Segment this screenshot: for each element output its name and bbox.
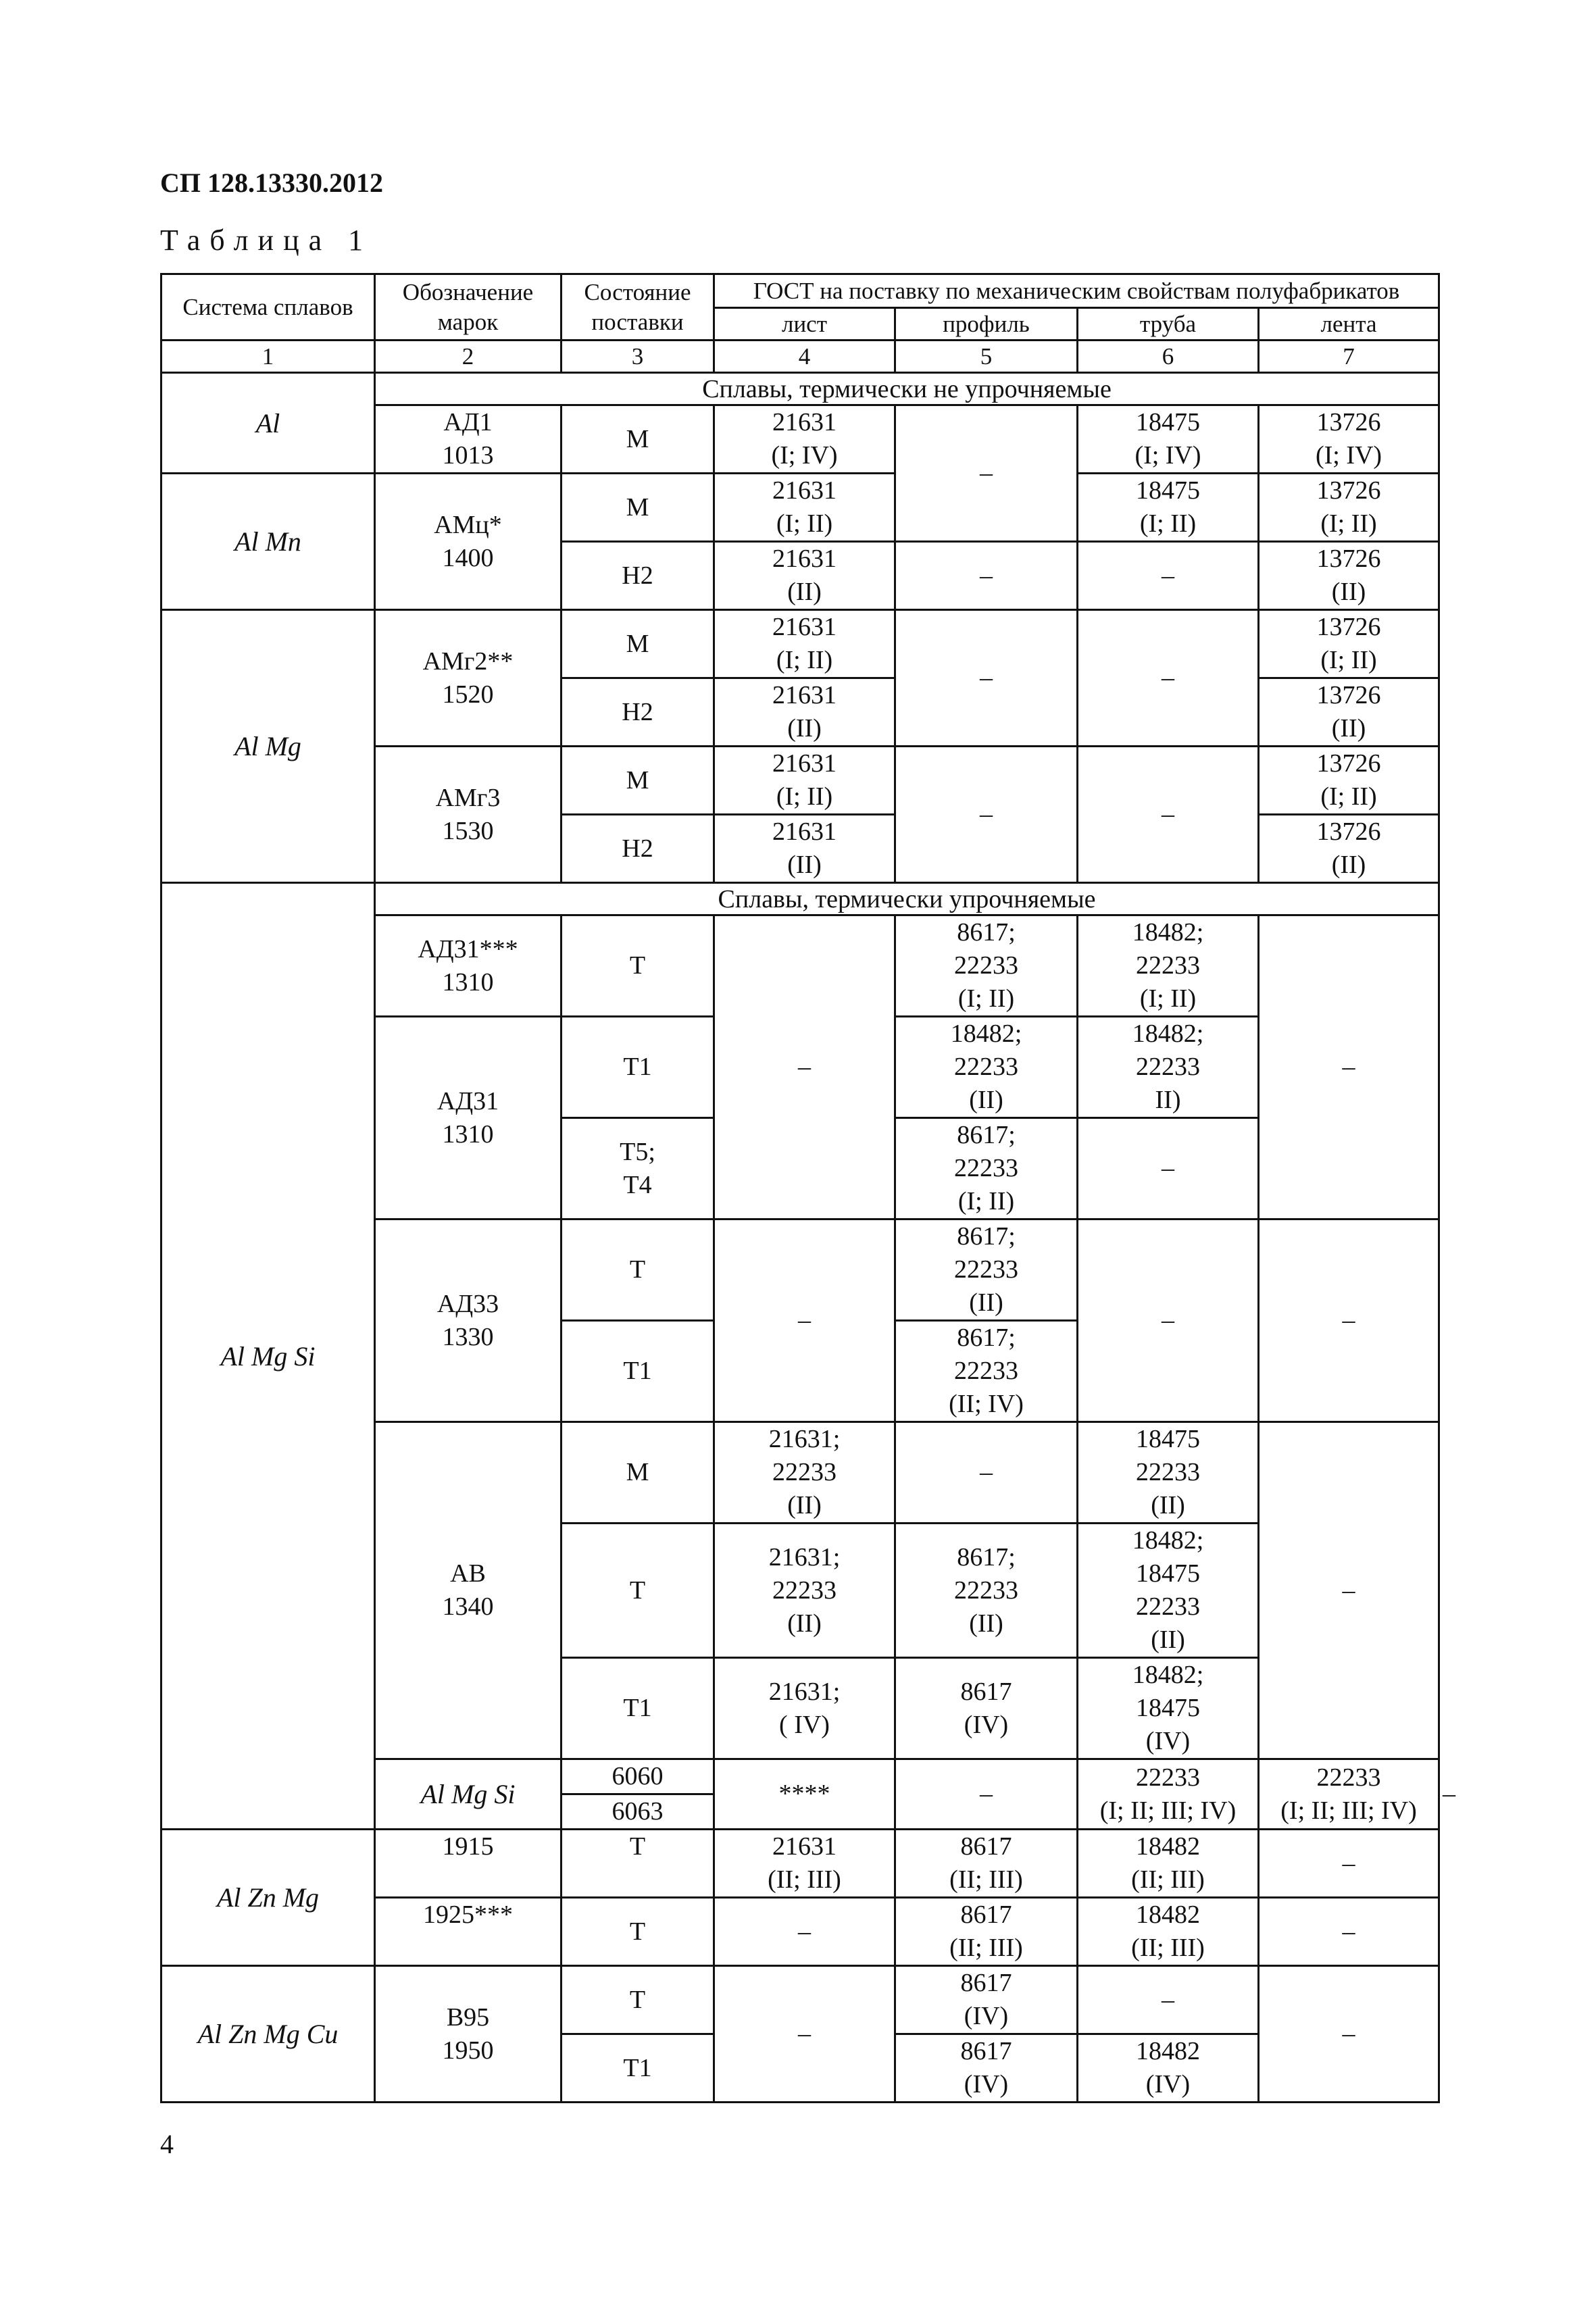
system-cell: Al Zn Mg xyxy=(161,1830,375,1966)
sheet-cell: 21631 (II) xyxy=(714,815,895,883)
grade-cell: АД33 1330 xyxy=(375,1219,562,1422)
header-system: Система сплавов xyxy=(161,274,375,341)
profile-cell: – xyxy=(895,542,1078,610)
tube-cell: – xyxy=(1078,1219,1259,1422)
column-number: 4 xyxy=(714,341,895,373)
state-cell: Т xyxy=(562,1830,714,1898)
state-cell: М xyxy=(562,747,714,815)
sheet-cell: 21631 (I; IV) xyxy=(714,405,895,474)
state-cell: М xyxy=(562,474,714,542)
grade-cell: В95 1950 xyxy=(375,1966,562,2103)
column-number: 2 xyxy=(375,341,562,373)
state-cell: Т xyxy=(562,915,714,1017)
tube-cell: – xyxy=(1078,542,1259,610)
column-number: 3 xyxy=(562,341,714,373)
sheet-cell: 21631; 22233 (II) xyxy=(714,1422,895,1524)
page-number: 4 xyxy=(160,2129,174,2159)
system-cell: Al Mg xyxy=(161,610,375,883)
group-heading: Сплавы, термически не упрочняемые xyxy=(375,373,1439,405)
state-cell: Т xyxy=(562,1898,714,1966)
tube-cell: 18482 (II; III) xyxy=(1078,1830,1259,1898)
grade-cell: 1915 xyxy=(375,1830,562,1898)
sheet-cell: – xyxy=(714,1898,895,1966)
profile-cell: 8617 (IV) xyxy=(895,2034,1078,2103)
profile-cell: – xyxy=(895,1422,1078,1524)
sheet-cell: – xyxy=(714,1966,895,2103)
doc-code: СП 128.13330.2012 xyxy=(160,168,383,198)
tube-cell: 18482; 18475 (IV) xyxy=(1078,1658,1259,1759)
grade-cell: 1925*** xyxy=(375,1898,562,1966)
header-tube: труба xyxy=(1078,308,1259,341)
tube-cell: – xyxy=(1078,1118,1259,1219)
system-cell: Al Mg Si xyxy=(161,883,375,1830)
tube-cell: – xyxy=(1078,610,1259,747)
group-heading: Сплавы, термически упрочняемые xyxy=(375,883,1439,915)
profile-cell: – xyxy=(895,610,1078,747)
tape-cell: 13726 (I; II) xyxy=(1259,747,1439,815)
state-cell: М xyxy=(562,1422,714,1524)
tape-cell: 13726 (I; IV) xyxy=(1259,405,1439,474)
sheet-cell: 21631 (I; II) xyxy=(714,474,895,542)
column-number: 6 xyxy=(1078,341,1259,373)
tube-cell: – xyxy=(1078,747,1259,883)
header-state: Состояние поставки xyxy=(562,274,714,341)
state-cell: Т xyxy=(562,1219,714,1321)
sheet-cell: 21631 (II; III) xyxy=(714,1830,895,1898)
profile-cell: 22233 (I; II; III; IV) xyxy=(1078,1759,1259,1830)
tape-cell: – xyxy=(1259,1966,1439,2103)
profile-cell: 8617 (IV) xyxy=(895,1966,1078,2034)
column-number: 5 xyxy=(895,341,1078,373)
sheet-cell: 21631 (II) xyxy=(714,678,895,747)
state-cell: Т1 xyxy=(562,2034,714,2103)
tube-cell: 22233 (I; II; III; IV) xyxy=(1259,1759,1439,1830)
tube-cell: 18482; 22233 (I; II) xyxy=(1078,915,1259,1017)
grade-cell: 6060 xyxy=(562,1759,714,1794)
profile-cell: 8617; 22233 (I; II) xyxy=(895,1118,1078,1219)
tube-cell: – xyxy=(1078,1966,1259,2034)
state-cell: Т xyxy=(562,1966,714,2034)
sheet-cell: 21631 (II) xyxy=(714,542,895,610)
system-cell: Al Mn xyxy=(161,474,375,610)
sheet-cell: – xyxy=(895,1759,1078,1830)
tape-cell: 13726 (II) xyxy=(1259,815,1439,883)
state-cell: Т xyxy=(562,1524,714,1658)
profile-cell: 18482; 22233 (II) xyxy=(895,1017,1078,1118)
grade-cell: АВ 1340 xyxy=(375,1422,562,1759)
sheet-cell: 21631 (I; II) xyxy=(714,610,895,678)
sheet-cell: 21631; ( IV) xyxy=(714,1658,895,1759)
system-cell: Al Zn Mg Cu xyxy=(161,1966,375,2103)
system-cell: Al Mg Si xyxy=(375,1759,562,1830)
tube-cell: 18475 (I; IV) xyxy=(1078,405,1259,474)
state-cell: Т1 xyxy=(562,1658,714,1759)
tape-cell: 13726 (I; II) xyxy=(1259,610,1439,678)
header-sheet: лист xyxy=(714,308,895,341)
state-cell: М xyxy=(562,610,714,678)
tube-cell: 18482; 22233 II) xyxy=(1078,1017,1259,1118)
state-cell: Т1 xyxy=(562,1017,714,1118)
grade-cell: АД1 1013 xyxy=(375,405,562,474)
header-tape: лента xyxy=(1259,308,1439,341)
tape-cell: – xyxy=(1259,915,1439,1219)
state-cell: Н2 xyxy=(562,542,714,610)
grade-cell: АМц* 1400 xyxy=(375,474,562,610)
tube-cell: 18475 22233 (II) xyxy=(1078,1422,1259,1524)
tape-cell: – xyxy=(1259,1830,1439,1898)
column-number: 1 xyxy=(161,341,375,373)
header-profile: профиль xyxy=(895,308,1078,341)
grade-cell: 6063 xyxy=(562,1794,714,1830)
tape-cell: – xyxy=(1259,1898,1439,1966)
sheet-cell: – xyxy=(714,915,895,1219)
tape-cell: 13726 (I; II) xyxy=(1259,474,1439,542)
state-cell: Н2 xyxy=(562,815,714,883)
grade-cell: АД31 1310 xyxy=(375,1017,562,1219)
tube-cell: 18475 (I; II) xyxy=(1078,474,1259,542)
profile-cell: – xyxy=(895,405,1078,542)
tube-cell: 18482 (II; III) xyxy=(1078,1898,1259,1966)
tape-cell: 13726 (II) xyxy=(1259,678,1439,747)
header-grade: Обозначение марок xyxy=(375,274,562,341)
profile-cell: 8617 (II; III) xyxy=(895,1898,1078,1966)
system-cell: Al xyxy=(161,373,375,474)
tape-cell: – xyxy=(1259,1219,1439,1422)
profile-cell: 8617; 22233 (II) xyxy=(895,1219,1078,1321)
table-caption: Таблица 1 xyxy=(160,224,373,257)
profile-cell: – xyxy=(895,747,1078,883)
sheet-cell: 21631; 22233 (II) xyxy=(714,1524,895,1658)
profile-cell: 8617 (II; III) xyxy=(895,1830,1078,1898)
header-gost: ГОСТ на поставку по механическим свойствам полуфабрикатов xyxy=(714,274,1439,308)
sheet-cell: – xyxy=(714,1219,895,1422)
tube-cell: 18482; 18475 22233 (II) xyxy=(1078,1524,1259,1658)
state-cell: Н2 xyxy=(562,678,714,747)
state-cell: Т1 xyxy=(562,1321,714,1422)
alloy-gost-table: Система сплавов Обозначение марок Состояние поставки ГОСТ на поставку по механическим свойствам полуфабрикатов лист профиль труба лента 1 2 3 4 5 6 7 Al Сплавы, термически не упрочняемые АД1 1013 М 21631 (I; IV) – 18475 (I; IV) 13726 (I; IV) Al Mn АМц* 1400 М 21631 (I; II) 18475 (I; II) 13726 (I; II) Н2 21631 (II) – – 13726 (II) Al Mg АМг2** 1520 М 21631 (I; II) – – 13726 (I; II) Н2 21631 (II) 13726 (II) АМг3 1530 М 21631 (I; II) – – 13726 (I; II) Н2 21631 (II) 13726 (II) Al Mg Si Сплавы, термически упрочняемые АД31*** 1310 Т – 8617; 22233 (I; II) 18482; 22233 (I; II) – АД31 1310 Т1 18482; 22233 (II) 18482; 22233 II) Т5; Т4 8617; 22233 (I; II) – АД33 1330 Т – 8617; 22233 (II) – – Т1 8617; 22233 (II; IV) АВ 1340 М 21631; 22233 (II) – 18475 22233 (II) – Т 21631; 22233 (II) 8617; 22233 (II) 18482; 18475 22233 (II) Т1 21631; ( IV) 8617 (IV) 18482; 18475 (IV) Al Mg Si 6060 **** – 22233 (I; II; III; IV) 22233 (I; II; III; IV) – 6063 Al Zn Mg 1915 Т 21631 (II; III) 8617 (II; III) 18482 (II; III) – 1925*** Т – 8617 (II; III) 18482 (II; III) – Al Zn Mg Cu В95 1950 Т – 8617 (IV) – – Т1 8617 (IV) 18482 (IV) xyxy=(160,273,1440,2103)
state-cell: Т5; Т4 xyxy=(562,1118,714,1219)
profile-cell: 8617; 22233 (I; II) xyxy=(895,915,1078,1017)
grade-cell: АМг3 1530 xyxy=(375,747,562,883)
tape-cell: – xyxy=(1259,1422,1439,1759)
sheet-cell: 21631 (I; II) xyxy=(714,747,895,815)
grade-cell: АМг2** 1520 xyxy=(375,610,562,747)
tape-cell: 13726 (II) xyxy=(1259,542,1439,610)
profile-cell: 8617; 22233 (II) xyxy=(895,1524,1078,1658)
profile-cell: 8617; 22233 (II; IV) xyxy=(895,1321,1078,1422)
grade-cell: АД31*** 1310 xyxy=(375,915,562,1017)
column-number: 7 xyxy=(1259,341,1439,373)
state-cell: М xyxy=(562,405,714,474)
tube-cell: 18482 (IV) xyxy=(1078,2034,1259,2103)
state-cell: **** xyxy=(714,1759,895,1830)
profile-cell: 8617 (IV) xyxy=(895,1658,1078,1759)
